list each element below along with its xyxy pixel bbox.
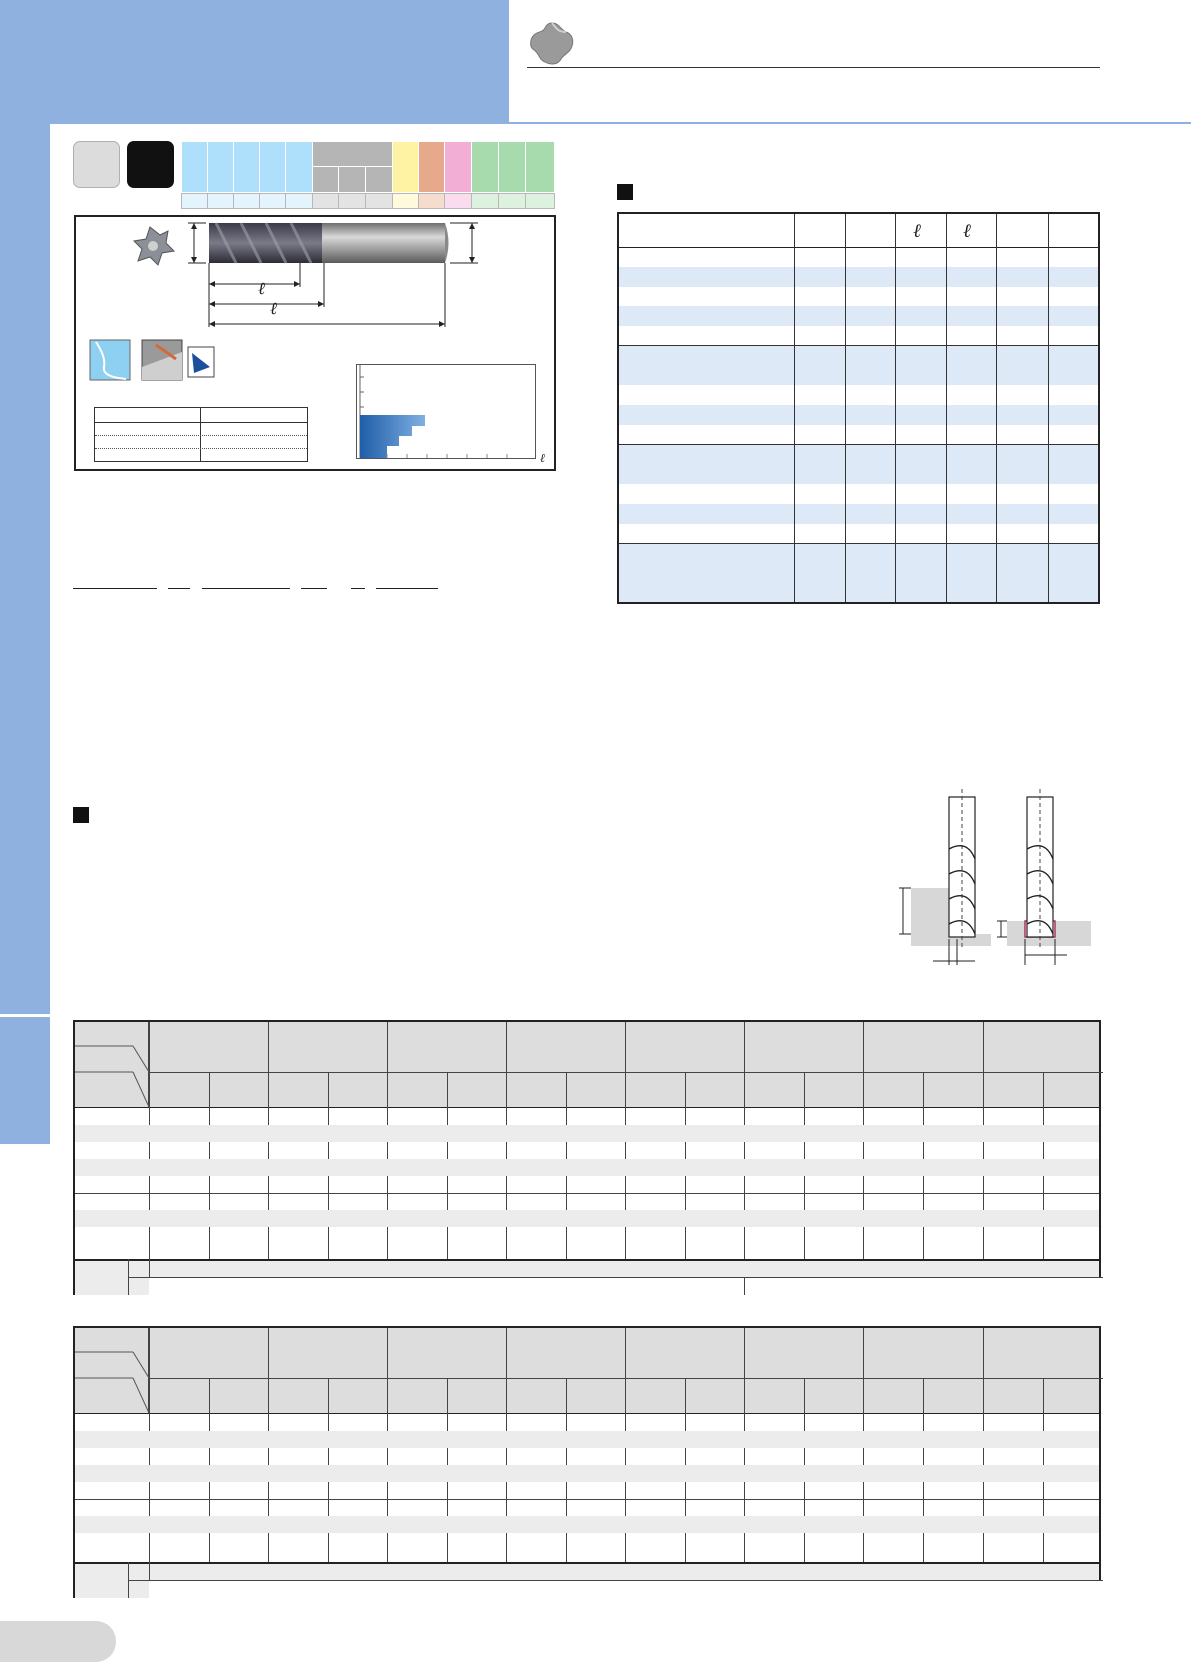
- footnote-rule: [202, 588, 290, 589]
- footnote-rule: [73, 588, 157, 589]
- footnote-rule: [351, 588, 365, 589]
- header-accent-rule: [509, 122, 1191, 124]
- header-band: [0, 0, 509, 124]
- end-view-icon: [134, 227, 174, 265]
- footnote-rule: [168, 588, 190, 589]
- stock-length-chart: [356, 364, 536, 459]
- grade-badge: [127, 141, 174, 188]
- four-flute-end-mill-cross-section-icon: [528, 20, 576, 66]
- header-rule: [527, 67, 1100, 68]
- helix-feature-icon: [90, 340, 130, 380]
- corner-geometry-icon: [188, 347, 214, 377]
- section-marker: [617, 184, 633, 200]
- side-band: [0, 124, 50, 1031]
- flute-length-symbol: ℓ: [258, 279, 266, 299]
- column-symbol: ℓ: [963, 220, 971, 242]
- cutting-conditions-table-1: [73, 1020, 1101, 1295]
- spec-mini-table: [94, 407, 308, 462]
- surface-finish-photo-icon: [142, 340, 182, 380]
- material-suitability-strip: [181, 141, 555, 209]
- reach-length-symbol: ℓ: [270, 299, 278, 319]
- coating-badge: [73, 141, 120, 188]
- footnote-rule: [376, 588, 438, 589]
- section-marker: [73, 807, 89, 823]
- product-drawing-panel: [74, 215, 556, 471]
- cutting-engagement-diagram: [897, 789, 1097, 974]
- cutting-conditions-table-2: [73, 1326, 1101, 1598]
- dimension-table: [617, 212, 1100, 604]
- dimension-table-header: [619, 214, 1098, 248]
- column-symbol: ℓ: [913, 220, 921, 242]
- side-index-tab[interactable]: [0, 1014, 50, 1144]
- page-number-tab: [0, 1621, 116, 1662]
- chart-axis-symbol: ℓ: [540, 451, 545, 465]
- footnote-rule: [301, 588, 327, 589]
